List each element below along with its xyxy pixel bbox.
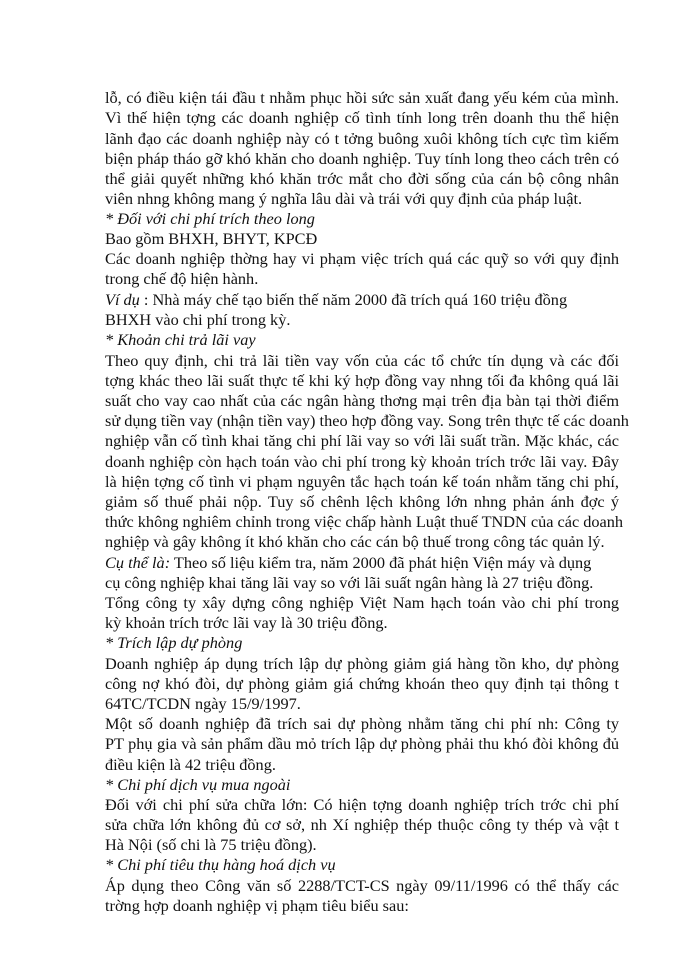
text-line: điều kiện là 42 triệu đồng.	[105, 755, 276, 774]
text-line: Hà Nội (số chi là 75 triệu đồng).	[105, 835, 317, 854]
text-line: Vì thế hiện tợng các doanh nghiệp cố tình tính long trên doanh thu thể hiện	[105, 108, 619, 127]
specific-label: Cụ thể là:	[105, 553, 171, 572]
text-line	[105, 553, 619, 573]
text-line: Một số doanh nghiệp đã trích sai dự phòng nhằm tăng chi phí nh: Công ty	[105, 714, 619, 733]
text-line: lỗ, có điều kiện tái đầu t nhằm phục hồi sức sản xuất đang yếu kém của mình.	[105, 88, 619, 107]
section-heading: * Trích lập dự phòng	[105, 633, 243, 652]
text-line: biện pháp tháo gỡ khó khăn cho doanh nghiệp. Tuy tính long theo cách trên có	[105, 149, 619, 168]
text-line: sửa chữa lớn không đủ cơ sở, nh Xí nghiệp thép thuộc công ty thép và vật t	[105, 815, 619, 834]
text-line: 64TC/TCDN ngày 15/9/1997.	[105, 694, 301, 713]
text-line: cụ công nghiệp khai tăng lãi vay so với lãi suất ngân hàng là 27 triệu đồng.	[105, 573, 594, 592]
text-line: viên nhng không mang ý nghĩa lâu dài và trái với quy định của pháp luật.	[105, 189, 583, 208]
text-line: nghiệp vẫn cố tình khai tăng chi phí lãi vay so với lãi suất trần. Mặc khác, các	[105, 431, 619, 450]
text-line	[105, 290, 619, 310]
text-line: PT phụ gia và sản phẩm dầu mỏ trích lập dự phòng phải thu khó đòi không đủ	[105, 734, 619, 753]
text-line: trờng hợp doanh nghiệp vị phạm tiêu biểu sau:	[105, 896, 409, 915]
text-line: Bao gồm BHXH, BHYT, KPCĐ	[105, 229, 318, 248]
text-line: BHXH vào chi phí trong kỳ.	[105, 310, 291, 329]
text-line: trong chế độ hiện hành.	[105, 269, 259, 288]
section-heading: * Chi phí tiêu thụ hàng hoá dịch vụ	[105, 855, 336, 874]
text-line: công nợ khó đòi, dự phòng giảm giá chứng khoán theo quy định tại thông t	[105, 674, 619, 693]
text-line: lãnh đạo các doanh nghiệp này có t tởng buông xuôi không tích cực tìm kiếm	[105, 129, 619, 148]
text-line: kỳ khoản trích trớc lãi vay là 30 triệu đồng.	[105, 613, 388, 632]
text-line: Áp dụng theo Công văn số 2288/TCT-CS ngày 09/11/1996 có thể thấy các	[105, 876, 619, 895]
text-line: suất cho vay cao nhất của các ngân hàng thơng mại trên địa bàn tại thời điểm	[105, 391, 619, 410]
text-line: doanh nghiệp còn hạch toán vào chi phí trong kỳ khoản trích trớc lãi vay. Đây	[105, 452, 619, 471]
text-line: thức không nghiêm chỉnh trong việc chấp hành Luật thuế TNDN của các doanh	[105, 512, 624, 531]
text-line: nghiệp và gây không ít khó khăn cho các cán bộ thuế trong công tác quản lý.	[105, 532, 605, 551]
section-heading: * Khoản chi trả lãi vay	[105, 330, 256, 349]
text-line: Đối với chi phí sửa chữa lớn: Có hiện tợng doanh nghiệp trích trớc chi phí	[105, 795, 619, 814]
text-line: Theo quy định, chi trả lãi tiền vay vốn của các tổ chức tín dụng và các đối	[105, 351, 619, 370]
text-line: Các doanh nghiệp thờng hay vi phạm việc trích quá các quỹ so với quy định	[105, 249, 619, 268]
text-line: sử dụng tiền vay (nhận tiền vay) theo hợp đồng vay. Song trên thực tế các doanh	[105, 411, 629, 430]
section-heading: * Đối với chi phí trích theo long	[105, 209, 315, 228]
text-line: giảm số thuế phải nộp. Tuy số chênh lệch không lớn nhng phản ánh đợc ý	[105, 492, 619, 511]
section-heading: * Chi phí dịch vụ mua ngoài	[105, 775, 291, 794]
text-line: Doanh nghiệp áp dụng trích lập dự phòng giảm giá hàng tồn kho, dự phòng	[105, 654, 619, 673]
example-label: Ví dụ	[105, 290, 140, 309]
text-span: : Nhà máy chế tạo biến thế năm 2000 đã trích quá 160 triệu đồng	[139, 290, 568, 309]
text-line: tợng khác theo lãi suất thực tế khi ký hợp đồng vay nhng tối đa không quá lãi	[105, 371, 619, 390]
text-line: Tổng công ty xây dựng công nghiệp Việt Nam hạch toán vào chi phí trong	[105, 593, 619, 612]
text-line: thể giải quyết những khó khăn trớc mắt cho đời sống của cán bộ công nhân	[105, 169, 619, 188]
text-span: Theo số liệu kiểm tra, năm 2000 đã phát hiện Viện máy và dụng	[170, 553, 592, 572]
text-line: là hiện tợng cố tình vi phạm nguyên tắc hạch toán kế toán nhằm tăng chi phí,	[105, 472, 619, 491]
